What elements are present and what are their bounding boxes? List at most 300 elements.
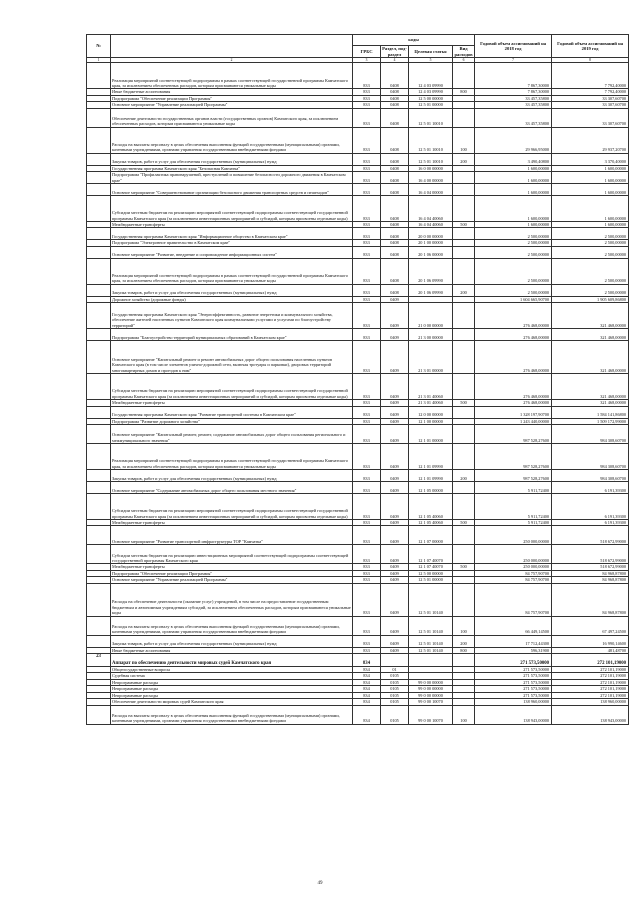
row-name: Основное мероприятие "Развитие, внедрение и сопровождение информационных систем" <box>111 246 353 258</box>
header-num: № <box>87 35 111 58</box>
budget-table-body <box>87 63 629 724</box>
row-grbs: 834 <box>353 673 381 679</box>
table-row <box>87 303 629 329</box>
row-number <box>87 705 111 724</box>
header-target: Целевая статья <box>409 46 453 58</box>
row-amount-2019: 272 101,19000 <box>552 654 629 667</box>
row-grbs: 833 <box>353 172 381 184</box>
row-name: Непрограммные расходы <box>111 679 353 685</box>
row-razdel: 0409 <box>381 577 409 583</box>
row-target: 12 1 05 40060 <box>409 520 453 526</box>
row-target: 12 1 07 40070 <box>409 545 453 564</box>
row-target: 12 0 00 00000 <box>409 406 453 418</box>
row-vid <box>453 108 475 127</box>
row-name: Межбюджетные трансферты <box>111 564 353 570</box>
table-row <box>87 526 629 545</box>
row-amount-2019: 321 468,00000 <box>552 341 629 374</box>
row-amount-2019: 984 308,60700 <box>552 444 629 470</box>
row-razdel: 0408 <box>381 196 409 222</box>
row-amount-2018: 276 468,00000 <box>475 400 552 406</box>
row-razdel: 0409 <box>381 545 409 564</box>
row-amount-2019: 2 500,00000 <box>552 228 629 240</box>
row-grbs: 833 <box>353 284 381 296</box>
header-name <box>111 35 353 58</box>
row-name: Субсидии местным бюджетам на реализацию инвестиционных мероприятий соответствующей подпрограммы соответствующей государственной программы Камчатского края <box>111 545 353 564</box>
row-name: Реализация мероприятий соответствующей подпрограммы в рамках соответствующей государственной программы Камчатского края, за исключением обеспеченных расходов, которым присваиваются уникальные коды <box>111 258 353 284</box>
header-razdel: Раздел, под-раздел <box>382 46 407 57</box>
row-number <box>87 258 111 284</box>
row-name: Подпрограмма "Развитие дорожного хозяйства" <box>111 418 353 424</box>
row-razdel: 0409 <box>381 444 409 470</box>
row-name: Основное мероприятие "Развитие транспортной инфраструктуры ТОР "Камчатка" <box>111 526 353 545</box>
row-name: Основное мероприятие "Управление реализацией Программы" <box>111 577 353 583</box>
row-amount-2018: 987 528,27600 <box>475 444 552 470</box>
header-2018: Годовой объем ассигнований на 2018 год <box>475 35 552 58</box>
row-razdel: 0409 <box>381 494 409 520</box>
row-vid: 500 <box>453 222 475 228</box>
row-grbs: 834 <box>353 654 381 667</box>
row-razdel: 0408 <box>381 246 409 258</box>
row-vid: 200 <box>453 635 475 647</box>
row-grbs: 833 <box>353 165 381 171</box>
row-amount-2019: 138 960,00000 <box>552 699 629 705</box>
row-amount-2019: 518 672,99000 <box>552 526 629 545</box>
row-amount-2018: 276 468,00000 <box>475 341 552 374</box>
row-target <box>409 654 453 667</box>
row-amount-2019: 16 990,14600 <box>552 635 629 647</box>
row-target: 12 1 07 00000 <box>409 526 453 545</box>
row-amount-2019: 84 968,87800 <box>552 570 629 576</box>
table-row <box>87 153 629 165</box>
row-grbs: 833 <box>353 406 381 418</box>
row-number <box>87 583 111 616</box>
row-amount-2018: 84 757,90700 <box>475 577 552 583</box>
row-grbs: 833 <box>353 526 381 545</box>
row-vid: 100 <box>453 616 475 635</box>
row-target: 12 5 01 10140 <box>409 635 453 647</box>
row-target: 20 1 00 00000 <box>409 240 453 246</box>
row-razdel: 0409 <box>381 482 409 494</box>
row-target: 21 3 00 00000 <box>409 329 453 341</box>
row-razdel: 0409 <box>381 425 409 444</box>
row-amount-2019: 518 672,99000 <box>552 545 629 564</box>
row-number <box>87 303 111 329</box>
row-amount-2018: 1 600,00000 <box>475 222 552 228</box>
table-row <box>87 196 629 222</box>
row-amount-2018: 250 000,00000 <box>475 545 552 564</box>
row-razdel: 0105 <box>381 699 409 705</box>
row-amount-2018: 17 712,44300 <box>475 635 552 647</box>
table-row <box>87 406 629 418</box>
header-grbs: ГРБС <box>353 46 381 58</box>
row-razdel <box>381 654 409 667</box>
row-grbs: 833 <box>353 374 381 400</box>
row-grbs: 833 <box>353 577 381 583</box>
row-vid <box>453 329 475 341</box>
row-amount-2019: 984 308,60700 <box>552 425 629 444</box>
row-name: Государственная программа Камчатского края "Развитие транспортной системы в Камчатском крае" <box>111 406 353 418</box>
row-razdel: 0409 <box>381 520 409 526</box>
row-grbs: 833 <box>353 570 381 576</box>
row-vid <box>453 444 475 470</box>
row-razdel: 0105 <box>381 692 409 698</box>
row-name: Закупка товаров, работ и услуг для обеспечения государственных (муниципальных) нужд <box>111 470 353 482</box>
row-vid <box>453 341 475 374</box>
row-target: 12 1 01 09990 <box>409 444 453 470</box>
row-razdel: 0409 <box>381 418 409 424</box>
row-razdel: 0409 <box>381 400 409 406</box>
col-num-7: 7 <box>475 58 552 63</box>
row-grbs: 833 <box>353 303 381 329</box>
row-target: 21 3 01 00000 <box>409 341 453 374</box>
row-name: Межбюджетные трансферты <box>111 222 353 228</box>
row-amount-2019: 6 191,39300 <box>552 494 629 520</box>
row-amount-2019: 2 500,00000 <box>552 240 629 246</box>
row-grbs: 833 <box>353 647 381 653</box>
row-amount-2018: 987 528,27600 <box>475 425 552 444</box>
row-target: 12 5 01 10010 <box>409 108 453 127</box>
row-name: Основное мероприятие "Совершенствование организации безопасного движения транспортных средств и пешеходов" <box>111 184 353 196</box>
row-name: Межбюджетные трансферты <box>111 520 353 526</box>
row-amount-2018: 2 500,00000 <box>475 228 552 240</box>
row-name: Расходы на выплаты персоналу в целях обеспечения выполнения функций государственными (муниципальными) органами, казенными учреждениями, органами управления государственными внебюджетными фондами <box>111 127 353 153</box>
row-target: 12 5 01 10010 <box>409 127 453 153</box>
col-num-8: 8 <box>552 58 629 63</box>
row-amount-2019: 272 101,19000 <box>552 673 629 679</box>
row-grbs: 833 <box>353 444 381 470</box>
row-target: 12 5 01 10010 <box>409 153 453 165</box>
table-row <box>87 329 629 341</box>
row-razdel: 0409 <box>381 564 409 570</box>
row-amount-2018: 596,31900 <box>475 647 552 653</box>
table-row <box>87 444 629 470</box>
row-grbs: 834 <box>353 692 381 698</box>
row-target: 12 1 05 00000 <box>409 482 453 494</box>
col-num-6: 6 <box>453 58 475 63</box>
row-target: 20 1 06 09990 <box>409 284 453 296</box>
row-razdel: 0409 <box>381 374 409 400</box>
row-target: 12 5 00 00000 <box>409 95 453 101</box>
row-grbs: 833 <box>353 545 381 564</box>
table-row <box>87 63 629 89</box>
row-grbs: 833 <box>353 258 381 284</box>
row-number <box>87 545 111 564</box>
row-vid <box>453 184 475 196</box>
row-amount-2019: 321 468,00000 <box>552 329 629 341</box>
page-number: 49 <box>317 881 323 886</box>
budget-table <box>86 34 629 725</box>
row-amount-2018: 66 449,14500 <box>475 616 552 635</box>
row-vid: 500 <box>453 520 475 526</box>
row-amount-2019: 6 191,39300 <box>552 520 629 526</box>
row-razdel: 0408 <box>381 258 409 284</box>
row-number <box>87 526 111 545</box>
row-amount-2018: 1 243 440,00000 <box>475 418 552 424</box>
row-number <box>87 425 111 444</box>
row-number <box>87 635 111 647</box>
row-grbs: 833 <box>353 400 381 406</box>
row-amount-2019: 518 672,99000 <box>552 564 629 570</box>
row-amount-2018: 5 911,72400 <box>475 494 552 520</box>
row-amount-2018: 271 573,50000 <box>475 679 552 685</box>
row-vid <box>453 374 475 400</box>
row-name: Основное мероприятие "Управление реализацией Программы" <box>111 102 353 108</box>
row-razdel: 0409 <box>381 583 409 616</box>
row-razdel: 0409 <box>381 341 409 374</box>
row-razdel: 0409 <box>381 616 409 635</box>
row-amount-2018: 1 600,00000 <box>475 172 552 184</box>
table-row <box>87 635 629 647</box>
row-target: 12 1 00 00000 <box>409 418 453 424</box>
row-razdel: 0105 <box>381 673 409 679</box>
row-razdel: 0408 <box>381 165 409 171</box>
row-amount-2018: 1 328 197,90700 <box>475 406 552 418</box>
row-amount-2019: 272 101,19000 <box>552 667 629 673</box>
row-name: Иные бюджетные ассигнования <box>111 647 353 653</box>
row-amount-2018: 1 600,00000 <box>475 165 552 171</box>
row-vid <box>453 482 475 494</box>
row-grbs: 833 <box>353 102 381 108</box>
row-amount-2018: 276 468,00000 <box>475 374 552 400</box>
row-amount-2018: 2 500,00000 <box>475 284 552 296</box>
row-grbs: 834 <box>353 667 381 673</box>
row-number <box>87 616 111 635</box>
row-target: 12 1 01 00000 <box>409 425 453 444</box>
table-row <box>87 654 629 667</box>
row-amount-2019: 1 584 141,86800 <box>552 406 629 418</box>
row-amount-2019: 2 500,00000 <box>552 284 629 296</box>
row-target: 12 5 01 00000 <box>409 577 453 583</box>
row-name: Непрограммные расходы <box>111 686 353 692</box>
row-name: Аппарат по обеспечению деятельности мировых судей Камчатского края <box>111 654 353 667</box>
row-number <box>87 63 111 89</box>
row-grbs: 833 <box>353 240 381 246</box>
row-razdel: 0408 <box>381 89 409 95</box>
row-vid: 100 <box>453 705 475 724</box>
table-row <box>87 228 629 240</box>
row-target: 12 5 01 10140 <box>409 647 453 653</box>
row-name: Реализация мероприятий соответствующей подпрограммы в рамках соответствующей государственной программы Камчатского края, за исключением обеспеченных расходов, которым присваиваются уникальные коды <box>111 444 353 470</box>
row-amount-2018: 138 960,00000 <box>475 699 552 705</box>
row-razdel: 0408 <box>381 172 409 184</box>
row-grbs: 834 <box>353 705 381 724</box>
row-grbs: 833 <box>353 196 381 222</box>
row-vid <box>453 63 475 89</box>
row-amount-2019: 321 468,00000 <box>552 400 629 406</box>
row-target: 12 1 07 40070 <box>409 564 453 570</box>
row-target: 16 4 04 00000 <box>409 184 453 196</box>
row-vid <box>453 583 475 616</box>
row-amount-2018: 84 757,90700 <box>475 570 552 576</box>
row-razdel: 0408 <box>381 228 409 240</box>
row-amount-2019: 984 308,60700 <box>552 470 629 482</box>
row-vid <box>453 526 475 545</box>
row-name: Субсидии местным бюджетам на реализацию мероприятий соответствующей подпрограммы соответствующей государственной программы Камчатского края (за исключением инвестиционных мероприятий и субсидий, которым присвоены отдельные коды) <box>111 196 353 222</box>
row-vid: 200 <box>453 284 475 296</box>
row-name: Государственная программа Камчатского края "Безопасная Камчатка" <box>111 165 353 171</box>
row-target: 12 4 03 09990 <box>409 89 453 95</box>
row-razdel: 0408 <box>381 102 409 108</box>
row-number <box>87 228 111 240</box>
row-grbs: 833 <box>353 616 381 635</box>
row-target: 12 1 05 40060 <box>409 494 453 520</box>
row-amount-2019: 1 600,00000 <box>552 172 629 184</box>
row-grbs: 833 <box>353 95 381 101</box>
row-target: 12 1 01 09990 <box>409 470 453 482</box>
table-row <box>87 616 629 635</box>
row-name: Государственная программа Камчатского края "Информационное общество в Камчатском крае" <box>111 228 353 240</box>
row-name: Субсидии местным бюджетам на реализацию мероприятий соответствующей подпрограммы соответствующей государственной программы Камчатского края (за исключением инвестиционных мероприятий и субсидий, которым присвоены отдельные коды) <box>111 494 353 520</box>
row-amount-2019: 1 600,00000 <box>552 222 629 228</box>
row-amount-2019: 272 101,19000 <box>552 686 629 692</box>
row-grbs: 833 <box>353 228 381 240</box>
row-name: Расходы на обеспечение деятельности (оказание услуг) учреждений, в том числе на предоставление государственным бюджетным и автономным учреждениям субсидий, за исключением обеспеченных расходов, которым присваиваются уникальные коды <box>111 583 353 616</box>
row-amount-2018: 271 573,50000 <box>475 673 552 679</box>
row-vid <box>453 425 475 444</box>
row-razdel: 0408 <box>381 95 409 101</box>
row-amount-2019: 84 968,87800 <box>552 583 629 616</box>
row-target: 12 5 00 00000 <box>409 570 453 576</box>
row-name: Закупка товаров, работ и услуг для обеспечения государственных (муниципальных) нужд <box>111 635 353 647</box>
row-vid <box>453 258 475 284</box>
row-number <box>87 108 111 127</box>
table-row <box>87 494 629 520</box>
row-vid: 200 <box>453 153 475 165</box>
row-target: 21 0 00 00000 <box>409 303 453 329</box>
row-razdel: 0409 <box>381 303 409 329</box>
table-row <box>87 374 629 400</box>
row-amount-2019: 3 370,40000 <box>552 153 629 165</box>
row-target: 12 5 01 10140 <box>409 616 453 635</box>
row-name: Закупка товаров, работ и услуг для обеспечения государственных (муниципальных) нужд <box>111 284 353 296</box>
row-amount-2019: 1 509 172,99000 <box>552 418 629 424</box>
row-amount-2018: 5 911,72400 <box>475 520 552 526</box>
row-grbs: 833 <box>353 520 381 526</box>
row-amount-2019: 33 307,60700 <box>552 95 629 101</box>
row-vid: 500 <box>453 564 475 570</box>
row-number <box>87 482 111 494</box>
row-grbs: 833 <box>353 482 381 494</box>
row-amount-2018: 2 500,00000 <box>475 246 552 258</box>
col-num-3: 3 <box>353 58 381 63</box>
budget-table-sheet <box>86 34 628 725</box>
row-amount-2019: 1 905 609,86800 <box>552 296 629 302</box>
table-row <box>87 172 629 184</box>
row-number <box>87 127 111 153</box>
row-amount-2018: 33 457,35800 <box>475 102 552 108</box>
row-amount-2018: 271 573,50000 <box>475 667 552 673</box>
row-razdel: 0408 <box>381 108 409 127</box>
table-row <box>87 341 629 374</box>
row-amount-2019: 33 307,60700 <box>552 102 629 108</box>
row-amount-2019: 321 468,00000 <box>552 303 629 329</box>
table-row <box>87 184 629 196</box>
row-amount-2018: 271 573,50000 <box>475 686 552 692</box>
row-grbs: 833 <box>353 341 381 374</box>
header-2019: Годовой объем ассигнований на 2019 год <box>552 35 629 58</box>
row-amount-2018: 138 943,00000 <box>475 705 552 724</box>
row-target: 21 3 01 40060 <box>409 374 453 400</box>
row-vid <box>453 406 475 418</box>
row-name: Иные бюджетные ассигнования <box>111 89 353 95</box>
row-target: 99 0 00 00000 <box>409 692 453 698</box>
row-amount-2018: 987 528,27600 <box>475 470 552 482</box>
row-vid <box>453 654 475 667</box>
table-row <box>87 425 629 444</box>
row-amount-2019: 7 792,40000 <box>552 63 629 89</box>
row-vid: 800 <box>453 647 475 653</box>
row-amount-2018: 2 500,00000 <box>475 258 552 284</box>
table-row <box>87 705 629 724</box>
row-grbs: 833 <box>353 153 381 165</box>
row-amount-2018: 271 573,50000 <box>475 692 552 698</box>
header-vid: Вид расходов <box>454 46 473 57</box>
row-amount-2019: 2 500,00000 <box>552 246 629 258</box>
row-amount-2019: 1 600,00000 <box>552 165 629 171</box>
row-amount-2018: 5 911,72400 <box>475 482 552 494</box>
row-vid <box>453 246 475 258</box>
row-name: Дорожное хозяйство (дорожные фонды) <box>111 296 353 302</box>
row-number <box>87 406 111 418</box>
row-grbs: 834 <box>353 686 381 692</box>
row-name: Основное мероприятие "Содержание автомобильных дорог общего пользования местного значения" <box>111 482 353 494</box>
row-razdel: 0105 <box>381 686 409 692</box>
row-name: Расходы на выплаты персоналу в целях обеспечения выполнения функций государственными (муниципальными) органами, казенными учреждениями, органами управления государственными внебюджетными фондами <box>111 705 353 724</box>
row-amount-2019: 84 968,87800 <box>552 577 629 583</box>
row-name: Расходы на выплаты персоналу в целях обеспечения выполнения функций государственными (муниципальными) органами, казенными учреждениями, органами управления государственными внебюджетными фондами <box>111 616 353 635</box>
row-grbs: 833 <box>353 418 381 424</box>
row-number: 23 <box>87 654 111 667</box>
row-vid <box>453 172 475 184</box>
row-razdel: 0408 <box>381 63 409 89</box>
row-target: 20 1 06 09990 <box>409 258 453 284</box>
row-razdel: 0409 <box>381 470 409 482</box>
table-row <box>87 583 629 616</box>
row-number <box>87 196 111 222</box>
row-razdel: 0408 <box>381 222 409 228</box>
row-name: Подпрограмма "Профилактика правонарушений, преступлений и повышение безопасности дорожного движения в Камчатском крае" <box>111 172 353 184</box>
row-target: 16 4 04 40060 <box>409 222 453 228</box>
row-grbs: 833 <box>353 564 381 570</box>
row-grbs: 833 <box>353 329 381 341</box>
row-number <box>87 184 111 196</box>
row-amount-2018: 1 600,00000 <box>475 184 552 196</box>
row-razdel: 0409 <box>381 329 409 341</box>
row-amount-2018: 33 457,35800 <box>475 108 552 127</box>
row-target: 99 0 00 00000 <box>409 679 453 685</box>
row-name: Общегосударственные вопросы <box>111 667 353 673</box>
row-name: Государственная программа Камчатского края "Энергоэффективность, развитие энергетики и коммунального хозяйства, обеспечение жителей населенных пунктов Камчатского края коммунальными услугами и услугами по благоустройству территорий" <box>111 303 353 329</box>
row-name: Обеспечение деятельности государственных органов власти (государственных органов) Камчатского края, за исключением обеспеченных расходов, которым присваиваются уникальные коды <box>111 108 353 127</box>
row-grbs: 834 <box>353 679 381 685</box>
row-target: 16 0 00 00000 <box>409 165 453 171</box>
row-amount-2019: 481,48700 <box>552 647 629 653</box>
row-grbs: 833 <box>353 108 381 127</box>
row-amount-2019: 67 497,24500 <box>552 616 629 635</box>
row-vid: 100 <box>453 127 475 153</box>
row-razdel: 0409 <box>381 647 409 653</box>
row-name: Подпрограмма "Обеспечение реализации Программы" <box>111 570 353 576</box>
row-amount-2018: 250 000,00000 <box>475 564 552 570</box>
row-vid <box>453 494 475 520</box>
row-grbs: 833 <box>353 89 381 95</box>
row-number <box>87 494 111 520</box>
row-vid <box>453 228 475 240</box>
row-grbs: 833 <box>353 425 381 444</box>
row-target: 99 0 00 10070 <box>409 705 453 724</box>
table-row <box>87 545 629 564</box>
row-razdel: 0409 <box>381 526 409 545</box>
